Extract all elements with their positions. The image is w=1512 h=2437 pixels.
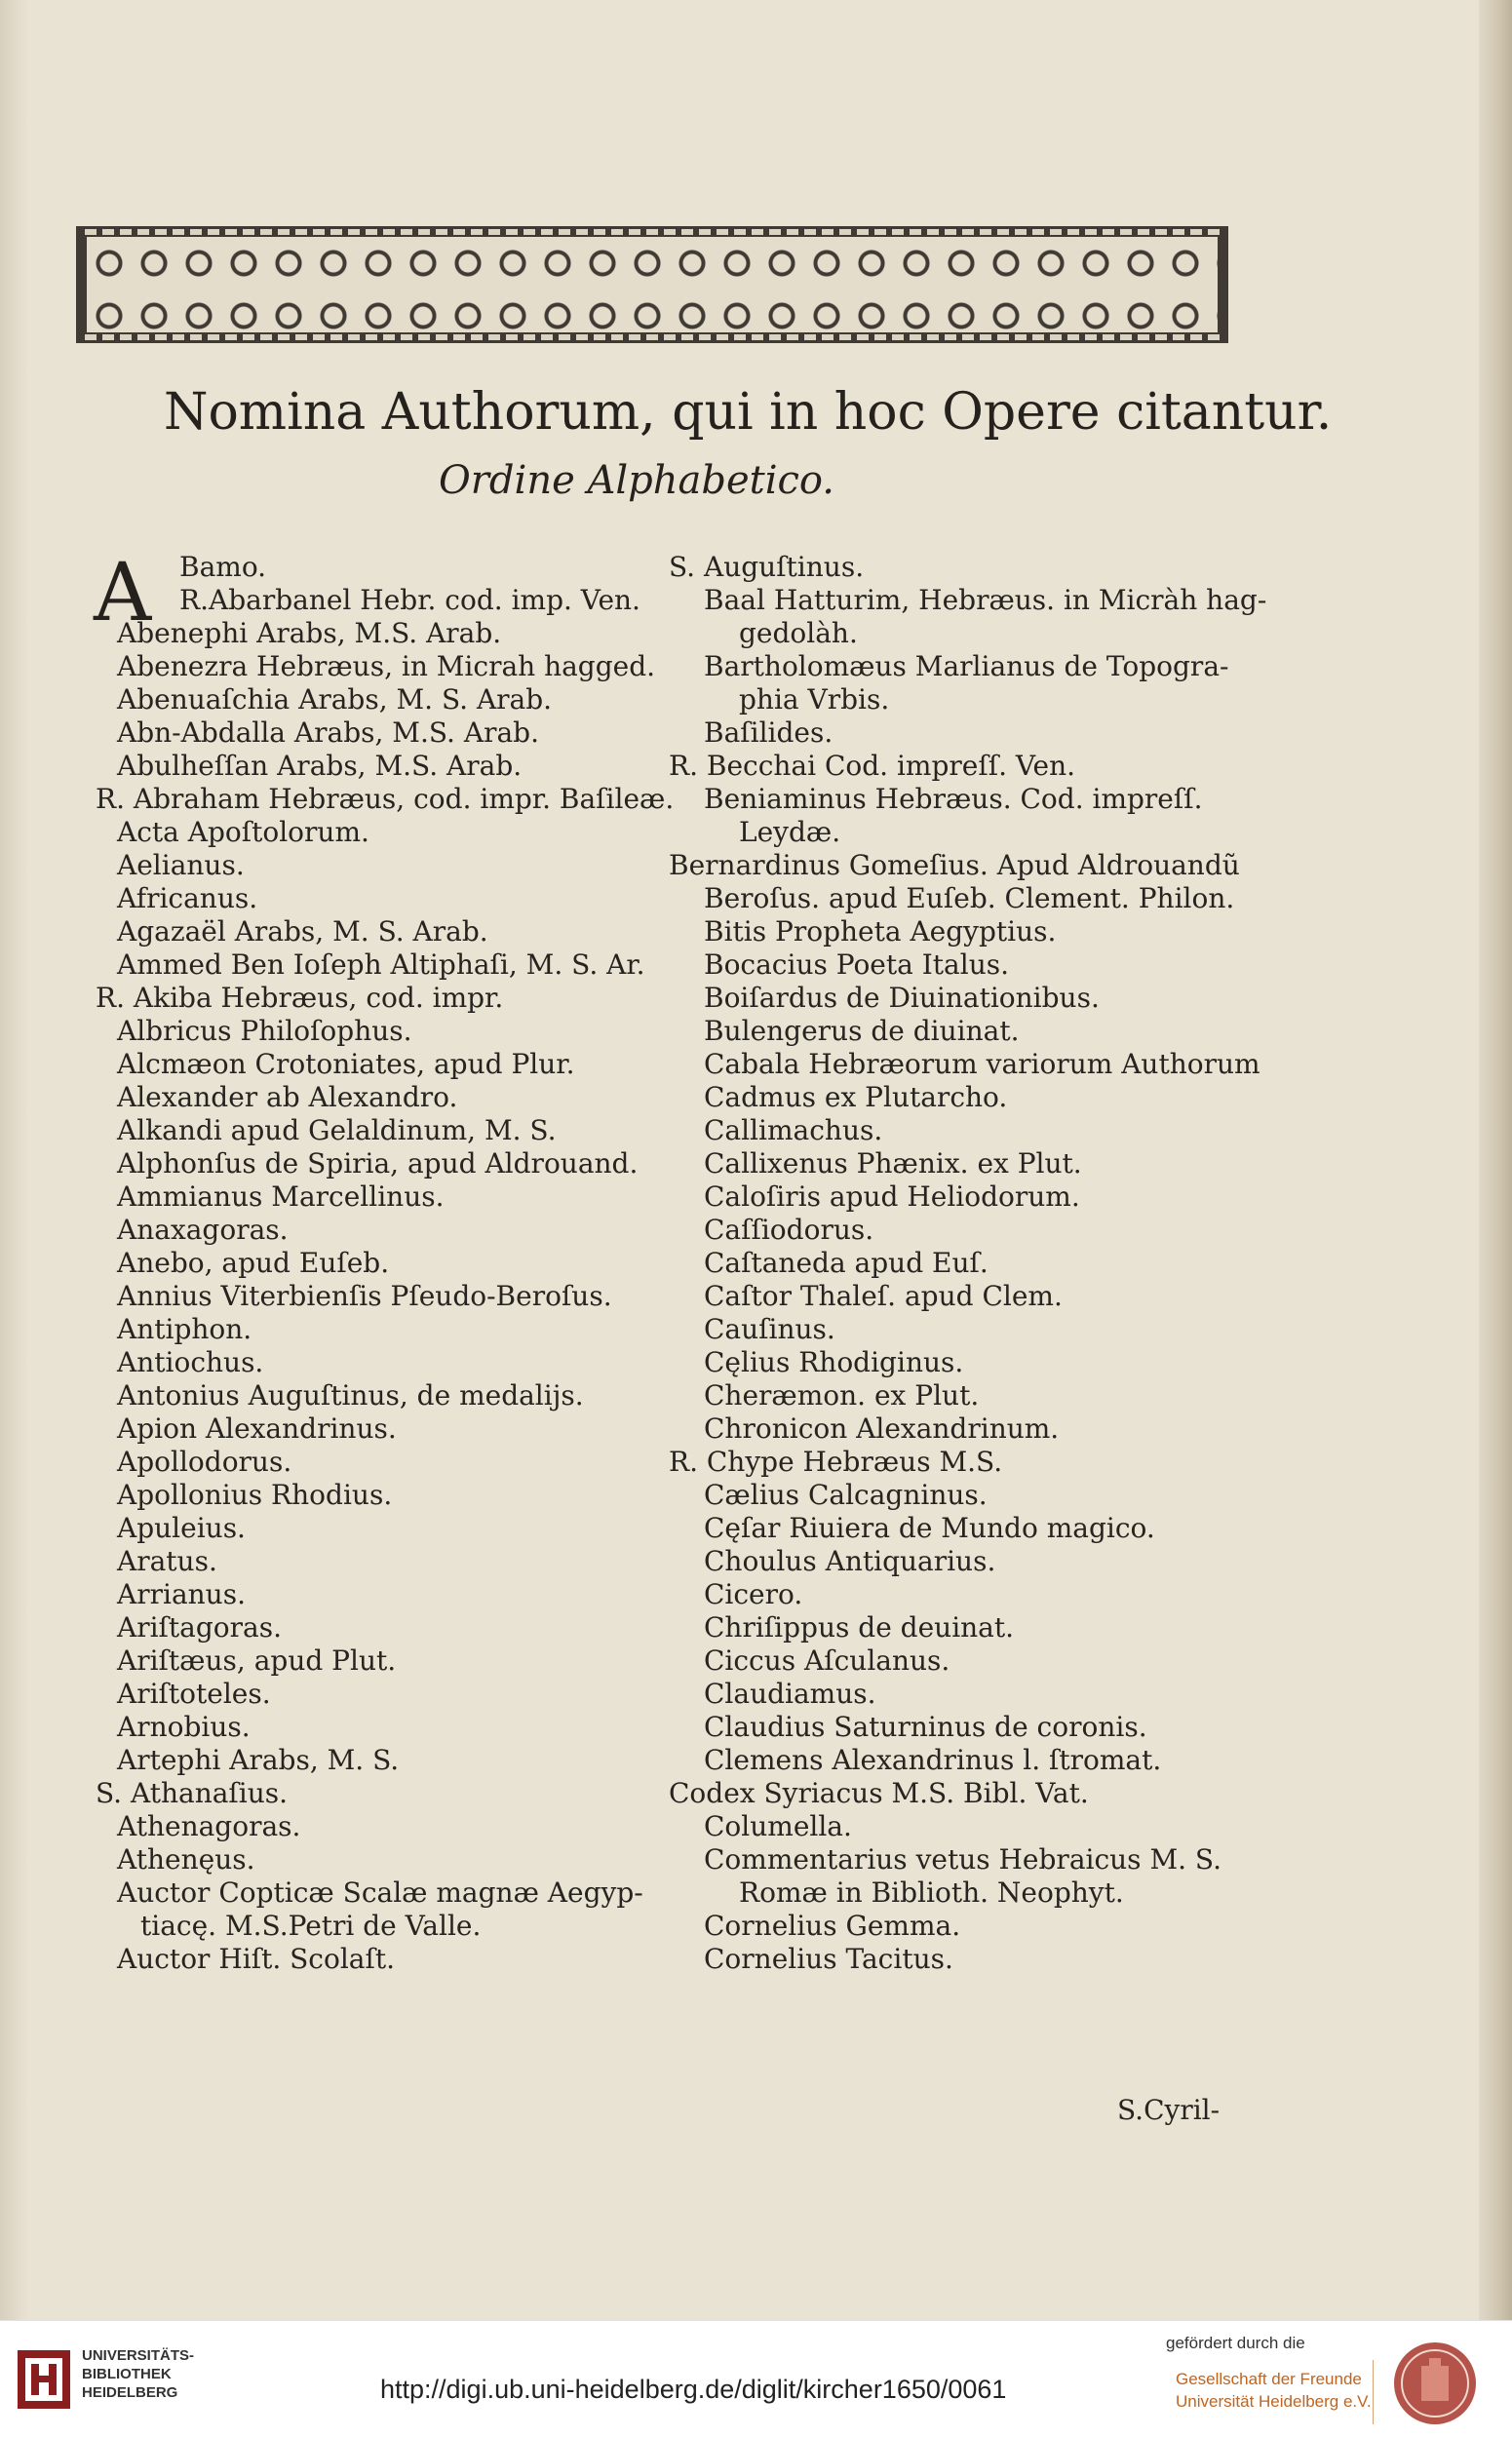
- author-entry: phia Vrbis.: [739, 683, 890, 716]
- author-entry: S. Auguſtinus.: [669, 551, 865, 583]
- author-entry: Clemens Alexandrinus l. ſtromat.: [704, 1744, 1162, 1776]
- author-entry: tiacę. M.S.Petri de Valle.: [140, 1910, 482, 1942]
- author-entry: Ammed Ben Ioſeph Altiphaſi, M. S. Ar.: [117, 948, 645, 981]
- author-list-right-column: [669, 551, 1273, 1976]
- author-entry: S. Athanaſius.: [96, 1777, 289, 1809]
- author-entry: Beroſus. apud Euſeb. Clement. Philon.: [704, 882, 1235, 914]
- drop-cap-initial: A: [94, 547, 152, 639]
- author-entry: Boiſardus de Diuinationibus.: [704, 982, 1100, 1014]
- author-entry: Bocacius Poeta Italus.: [704, 948, 1009, 981]
- page-gutter-shadow: [0, 0, 29, 2320]
- author-entry: Bamo.: [179, 551, 267, 583]
- page-subtitle: Ordine Alphabetico.: [439, 458, 834, 503]
- author-entry: Ammianus Marcellinus.: [117, 1180, 445, 1213]
- author-entry: Albricus Philoſophus.: [117, 1015, 412, 1047]
- author-entry: Agazaël Arabs, M. S. Arab.: [117, 915, 488, 948]
- author-entry: Antiphon.: [117, 1313, 252, 1345]
- author-entry: Arrianus.: [117, 1578, 246, 1610]
- author-entry: Cicero.: [704, 1578, 803, 1610]
- author-entry: Auctor Copticæ Scalæ magnæ Aegyp-: [117, 1876, 643, 1909]
- headpiece-pattern: [85, 235, 1220, 334]
- author-entry: Alkandi apud Gelaldinum, M. S.: [117, 1114, 557, 1146]
- author-entry: Baal Hatturim, Hebræus. in Micràh hag-: [704, 584, 1267, 616]
- author-entry: Abenephi Arabs, M.S. Arab.: [117, 617, 502, 649]
- author-entry: Antonius Auguſtinus, de medalijs.: [117, 1379, 584, 1412]
- author-entry: Cælius Calcagninus.: [704, 1479, 988, 1511]
- author-entry: Aelianus.: [117, 849, 245, 881]
- page-title: Nomina Authorum, qui in hoc Opere citantur.: [164, 383, 1333, 442]
- university-library-logo-icon: [14, 2344, 74, 2413]
- author-entry: Cabala Hebræorum variorum Authorum: [704, 1048, 1260, 1080]
- viewer-footer: [0, 2320, 1512, 2437]
- author-entry: gedolàh.: [739, 617, 858, 649]
- author-entry: Claudius Saturninus de coronis.: [704, 1711, 1147, 1743]
- author-entry: Ariſtoteles.: [117, 1678, 271, 1710]
- author-entry: Auctor Hiſt. Scolaſt.: [117, 1943, 396, 1975]
- author-entry: Alcmæon Crotoniates, apud Plur.: [117, 1048, 575, 1080]
- author-entry: Bartholomæus Marlianus de Topogra-: [704, 650, 1229, 682]
- author-entry: Artephi Arabs, M. S.: [117, 1744, 400, 1776]
- university-seal-icon: [1392, 2340, 1478, 2426]
- author-entry: Annius Viterbienſis Pſeudo-Beroſus.: [117, 1280, 612, 1312]
- author-entry: Bulengerus de diuinat.: [704, 1015, 1020, 1047]
- author-entry: Leydæ.: [739, 816, 841, 848]
- author-entry: Cadmus ex Plutarcho.: [704, 1081, 1008, 1113]
- author-entry: Athenęus.: [117, 1843, 255, 1876]
- author-entry: Alphonſus de Spiria, apud Aldrouand.: [117, 1147, 639, 1180]
- author-entry: Ariſtagoras.: [117, 1611, 282, 1644]
- author-entry: Callimachus.: [704, 1114, 883, 1146]
- author-entry: Claudiamus.: [704, 1678, 876, 1710]
- author-entry: Beniaminus Hebræus. Cod. impreſſ.: [704, 783, 1203, 815]
- author-entry: Ciccus Aſculanus.: [704, 1644, 950, 1677]
- author-entry: Anebo, apud Euſeb.: [117, 1247, 390, 1279]
- author-entry: Apuleius.: [117, 1512, 246, 1544]
- author-entry: Baſilides.: [704, 716, 834, 749]
- author-entry: Chriſippus de deuinat.: [704, 1611, 1015, 1644]
- author-entry: Commentarius vetus Hebraicus M. S.: [704, 1843, 1222, 1876]
- author-entry: Alexander ab Alexandro.: [117, 1081, 458, 1113]
- author-entry: Apion Alexandrinus.: [117, 1412, 397, 1445]
- author-entry: Africanus.: [117, 882, 258, 914]
- author-entry: Callixenus Phænix. ex Plut.: [704, 1147, 1082, 1180]
- author-entry: Anaxagoras.: [117, 1214, 289, 1246]
- author-entry: Caloſiris apud Heliodorum.: [704, 1180, 1080, 1213]
- author-entry: R.Abarbanel Hebr. cod. imp. Ven.: [179, 584, 640, 616]
- author-entry: Codex Syriacus M.S. Bibl. Vat.: [669, 1777, 1089, 1809]
- author-entry: Cęſar Riuiera de Mundo magico.: [704, 1512, 1155, 1544]
- author-entry: Ariſtæus, apud Plut.: [117, 1644, 397, 1677]
- page-edge-shadow: [1479, 0, 1512, 2320]
- author-entry: Apollonius Rhodius.: [117, 1479, 393, 1511]
- author-entry: Antiochus.: [117, 1346, 264, 1378]
- author-entry: Abn-Abdalla Arabs, M.S. Arab.: [117, 716, 539, 749]
- author-entry: R. Chype Hebræus M.S.: [669, 1446, 1003, 1478]
- footer-divider: [1373, 2360, 1374, 2424]
- author-entry: Chronicon Alexandrinum.: [704, 1412, 1060, 1445]
- library-name: UNIVERSITÄTS- BIBLIOTHEK HEIDELBERG: [82, 2347, 195, 2401]
- author-entry: Cauſinus.: [704, 1313, 835, 1345]
- author-entry: Abulheſſan Arabs, M.S. Arab.: [117, 750, 523, 782]
- author-entry: Choulus Antiquarius.: [704, 1545, 996, 1577]
- author-entry: Caſtaneda apud Euſ.: [704, 1247, 989, 1279]
- decorative-headpiece: [76, 226, 1228, 343]
- author-entry: Cheræmon. ex Plut.: [704, 1379, 980, 1412]
- catchword: S.Cyril-: [1117, 2094, 1221, 2126]
- author-entry: Athenagoras.: [117, 1810, 301, 1842]
- funded-by-label: gefördert durch die: [1166, 2334, 1305, 2352]
- author-entry: Abenezra Hebræus, in Micrah hagged.: [117, 650, 656, 682]
- author-entry: Apollodorus.: [117, 1446, 292, 1478]
- author-entry: R. Becchai Cod. impreſſ. Ven.: [669, 750, 1076, 782]
- author-entry: Arnobius.: [117, 1711, 251, 1743]
- society-name-link[interactable]: Gesellschaft der Freunde Universität Heidelberg e.V.: [1176, 2370, 1372, 2411]
- author-entry: R. Akiba Hebræus, cod. impr.: [96, 982, 504, 1014]
- author-entry: Bitis Propheta Aegyptius.: [704, 915, 1057, 948]
- author-entry: Aratus.: [117, 1545, 217, 1577]
- author-entry: Columella.: [704, 1810, 852, 1842]
- author-entry: Cęlius Rhodiginus.: [704, 1346, 964, 1378]
- author-entry: Acta Apoſtolorum.: [117, 816, 369, 848]
- author-entry: Caſſiodorus.: [704, 1214, 874, 1246]
- author-entry: Romæ in Biblioth. Neophyt.: [739, 1876, 1124, 1909]
- permalink-url[interactable]: http://digi.ub.uni-heidelberg.de/diglit/kircher1650/0061: [380, 2375, 1007, 2404]
- author-list-left-column: [94, 547, 680, 1976]
- author-entry: R. Abraham Hebræus, cod. impr. Baſileæ.: [96, 783, 675, 815]
- author-entry: Cornelius Tacitus.: [704, 1943, 953, 1975]
- author-entry: Bernardinus Gomeſius. Apud Aldrouandũ: [669, 849, 1240, 881]
- author-entry: Cornelius Gemma.: [704, 1910, 961, 1942]
- author-entry: Abenuaſchia Arabs, M. S. Arab.: [117, 683, 553, 716]
- author-entry: Caſtor Thaleſ. apud Clem.: [704, 1280, 1063, 1312]
